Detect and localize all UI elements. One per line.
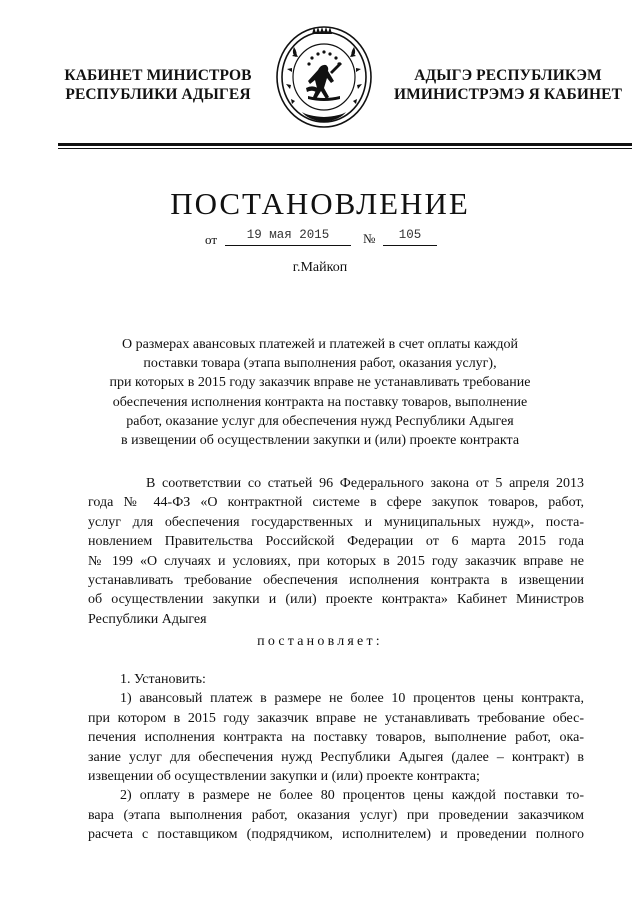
adygea-coat-of-arms-icon [272, 22, 376, 134]
item-line: зание услуг для обеспечения нужд Республики Адыгея (далее – контракт) в [88, 749, 584, 765]
preamble-line: услуг для обеспечения государственных и муниципальных нужд», поста- [88, 514, 584, 530]
subject-line: обеспечения исполнения контракта на поставку товаров, выполнение [112, 394, 528, 410]
document-date: 19 мая 2015 [225, 228, 351, 246]
header-rule-thin [58, 148, 632, 149]
date-number-line [205, 228, 445, 248]
header-left-ru [58, 66, 258, 104]
preamble-line: № 199 «О случаях и условиях, при которых в 2015 году заказчик вправе не [88, 553, 584, 569]
header-left-line: КАБИНЕТ МИНИСТРОВ [64, 67, 252, 84]
resolution-items [88, 670, 584, 845]
city-name: г.Майкоп [292, 260, 348, 275]
item-line: 1) авансовый платеж в размере не более 10 процентов цены контракта, [120, 691, 584, 707]
item-line: 2) оплату в размере не более 80 процентов цены каждой поставки то- [120, 788, 584, 804]
date-from-label: от [205, 232, 218, 247]
header-left-line: РЕСПУБЛИКИ АДЫГЕЯ [65, 86, 251, 103]
preamble-line: об осуществлении закупки и (или) проекте контракта» Кабинет Министров [88, 592, 584, 608]
subject-line: в извещении об осуществлении закупки и (или) проекте контракта [120, 433, 520, 449]
item-line: извещении об осуществлении закупки и (или) проекте контракта; [88, 769, 480, 785]
subject-line: поставки товара (этапа выполнения работ, оказания услуг), [143, 356, 497, 372]
subject-line: при которых в 2015 году заказчик вправе не устанавливать требование [109, 375, 531, 391]
item-line: 1. Установить: [120, 672, 206, 687]
preamble-paragraph [88, 474, 584, 629]
resolves-heading: постановляет: [257, 634, 383, 649]
document-title: ПОСТАНОВЛЕНИЕ [170, 186, 470, 221]
preamble-line: Республики Адыгея [88, 611, 207, 627]
number-label: № [363, 231, 376, 246]
header-right-line: ИМИНИСТРЭМЭ Я КАБИНЕТ [393, 86, 623, 103]
item-line: печения исполнения контракта на поставку товаров, выполнение работ, ока- [88, 730, 584, 746]
document-number: 105 [383, 228, 437, 246]
item-line: расчета с поставщиком (подрядчиком, исполнителем) и проведении полного [88, 827, 584, 843]
header-rule-thick [58, 143, 632, 146]
preamble-line: устанавливать требование обеспечения исполнения контракта в извещении [88, 573, 584, 589]
item-line: при котором в 2015 году заказчик вправе не устанавливать требование обес- [88, 710, 584, 726]
document-subject [80, 335, 560, 450]
item-line: вара (этапа выполнения работ, оказания услуг) при проведении заказчиком [88, 807, 584, 823]
subject-line: работ, оказание услуг для обеспечения нужд Республики Адыгея [126, 413, 514, 429]
preamble-line: В соответствии со статьей 96 Федерального закона от 5 апреля 2013 [146, 476, 584, 491]
header-right-line: АДЫГЭ РЕСПУБЛИКЭМ [414, 67, 602, 84]
header-right-ady [388, 66, 628, 104]
subject-line: О размерах авансовых платежей и платежей в счет оплаты каждой [121, 337, 519, 352]
preamble-line: новлением Правительства Российской Федерации от 6 марта 2015 года [88, 534, 584, 550]
preamble-line: года № 44-ФЗ «О контрактной системе в сфере закупок товаров, работ, [88, 495, 584, 511]
